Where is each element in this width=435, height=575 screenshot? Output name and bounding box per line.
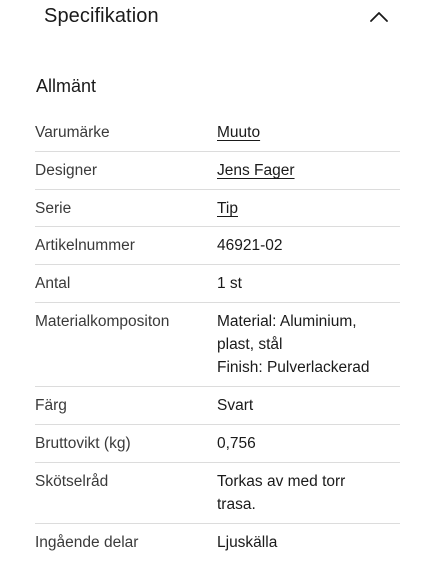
spec-label: Designer xyxy=(35,162,98,179)
spec-row-color xyxy=(35,387,400,425)
series-link[interactable]: Tip xyxy=(217,200,238,217)
spec-table xyxy=(35,114,400,562)
spec-value xyxy=(217,463,400,523)
spec-value xyxy=(217,303,400,386)
designer-link[interactable]: Jens Fager xyxy=(217,162,295,179)
spec-row-designer xyxy=(35,152,400,190)
section-heading: Allmänt xyxy=(36,76,97,96)
spec-label: Färg xyxy=(35,397,67,414)
spec-row-quantity xyxy=(35,265,400,303)
spec-row-series xyxy=(35,190,400,227)
value-line: Material: Aluminium, xyxy=(217,313,357,330)
spec-value: Svart xyxy=(217,397,254,414)
spec-row-material xyxy=(35,303,400,387)
brand-link[interactable]: Muuto xyxy=(217,124,261,141)
spec-row-included-parts xyxy=(35,524,400,562)
spec-value: 0,756 xyxy=(217,435,256,452)
spec-label: Ingående delar xyxy=(35,534,139,551)
spec-label: Skötselråd xyxy=(35,473,109,490)
spec-row-article-number xyxy=(35,227,400,265)
value-line: trasa. xyxy=(217,496,256,513)
spec-row-brand xyxy=(35,114,400,152)
value-line: Torkas av med torr xyxy=(217,473,346,490)
spec-label: Varumärke xyxy=(35,124,110,141)
spec-value: Ljuskälla xyxy=(217,534,278,551)
spec-label: Antal xyxy=(35,275,71,292)
chevron-up-icon[interactable] xyxy=(369,9,389,23)
spec-row-weight xyxy=(35,425,400,463)
spec-label: Materialkompositon xyxy=(35,313,170,330)
accordion-title: Specifikation xyxy=(44,4,159,27)
specification-accordion-header[interactable] xyxy=(44,0,389,32)
value-line: plast, stål xyxy=(217,336,283,353)
spec-row-care xyxy=(35,463,400,524)
spec-label: Serie xyxy=(35,200,72,217)
spec-value: 46921-02 xyxy=(217,237,283,254)
spec-label: Artikelnummer xyxy=(35,237,135,254)
spec-label: Bruttovikt (kg) xyxy=(35,435,131,452)
spec-value: 1 st xyxy=(217,275,242,292)
value-line: Finish: Pulverlackerad xyxy=(217,359,370,376)
